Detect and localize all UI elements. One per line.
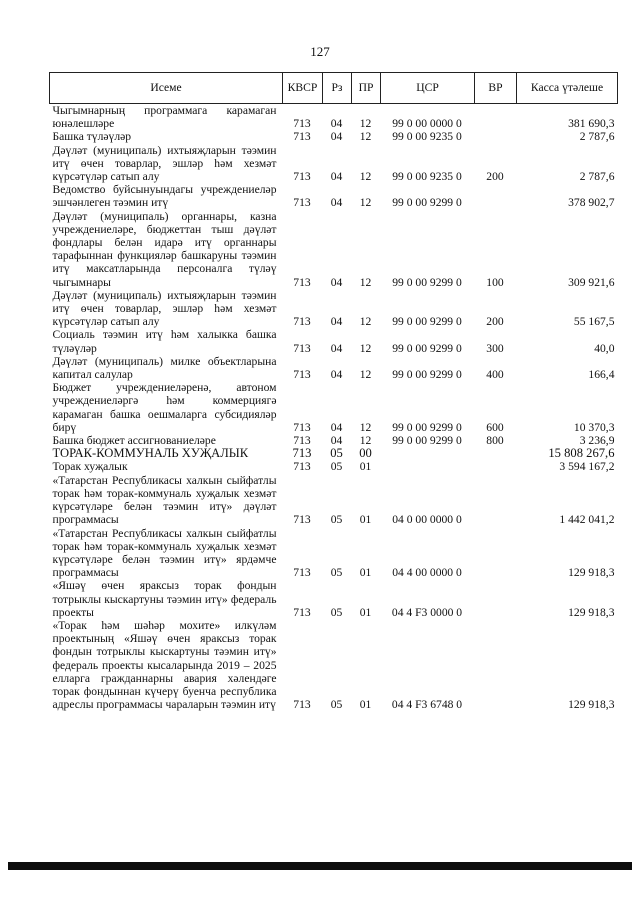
- row-pr: 12: [359, 275, 372, 289]
- row-vr: 200: [486, 170, 504, 184]
- row-csr: 99 0 00 9235 0: [392, 170, 462, 184]
- row-amount: 309 921,6: [568, 275, 615, 289]
- row-vr: 300: [486, 341, 504, 355]
- row-rz: 04: [330, 434, 343, 448]
- table-row: [50, 210, 618, 289]
- row-pr: 12: [359, 420, 372, 434]
- row-rz: 04: [330, 130, 343, 144]
- row-name: «Татарстан Республикасы халкын сыйфатлы торак һәм торак-коммуналь хуҗалык хезмәт күрсәтүләре белән тәэмин итү» дәүләт программасы: [52, 473, 277, 527]
- row-csr: 99 0 00 9299 0: [392, 341, 462, 355]
- row-csr: [381, 460, 475, 473]
- row-vr: [475, 183, 517, 209]
- row-kvsr: 713: [293, 566, 311, 580]
- table-row-section: [50, 447, 618, 460]
- row-amount: 378 902,7: [568, 196, 615, 210]
- row-kvsr: 713: [293, 460, 311, 474]
- row-name: Торак хуҗалык: [52, 460, 128, 474]
- row-csr: 99 0 00 9299 0: [392, 434, 462, 448]
- row-name: Башка түләүләр: [52, 130, 132, 144]
- row-name: Бюджет учреждениеләренә, автоном учреждениеләргә һәм коммерциягә карамаган башка оешмаларга субсидияләр бирү: [52, 381, 277, 434]
- row-pr: 12: [359, 368, 372, 382]
- table-row: [50, 130, 618, 143]
- row-kvsr: 713: [293, 130, 311, 144]
- row-rz: 04: [330, 170, 343, 184]
- row-csr: 99 0 00 9299 0: [392, 368, 462, 382]
- row-rz: 05: [330, 566, 343, 580]
- row-rz: 05: [330, 605, 343, 619]
- table-row: [50, 619, 618, 711]
- row-vr: 200: [486, 315, 504, 329]
- table-row: [50, 144, 618, 184]
- row-vr: 100: [486, 275, 504, 289]
- row-pr: 12: [359, 315, 372, 329]
- row-pr: 01: [359, 460, 372, 474]
- table-row: [50, 381, 618, 434]
- row-name: Социаль тәэмин итү һәм халыкка башка түләүләр: [52, 328, 277, 355]
- row-vr: [475, 527, 517, 580]
- row-name: ТОРАК-КОММУНАЛЬ ХУҖАЛЫК: [52, 447, 249, 461]
- row-kvsr: 713: [293, 315, 311, 329]
- row-csr: 04 0 00 0000 0: [392, 513, 462, 527]
- row-vr: [475, 447, 517, 460]
- row-vr: [475, 460, 517, 473]
- row-kvsr: 713: [293, 196, 311, 210]
- row-kvsr: 713: [292, 446, 312, 461]
- row-pr: 12: [359, 130, 372, 144]
- col-header-rz: Рз: [323, 73, 352, 104]
- col-header-kvsr: КВСР: [283, 73, 323, 104]
- row-csr: 04 4 F3 0000 0: [391, 605, 463, 619]
- row-amount: 129 918,3: [568, 698, 615, 712]
- row-kvsr: 713: [293, 170, 311, 184]
- scan-edge-bar: [8, 862, 632, 870]
- row-amount: 2 787,6: [579, 170, 615, 184]
- row-name: «Торак һәм шәһәр мохите» илкүләм проектының «Яшәү өчен яраксыз торак фондын тотрыклы кыскартуны тәэмин итү» федераль проекты кысаларында 2019 – 2025 елларга гражданнарны авария хәлендәге торак фондыннан күчерү буенча республика адреслы программасы чараларын тәэмин итү: [52, 618, 277, 712]
- row-pr: 00: [359, 446, 372, 461]
- col-header-pr: ПР: [352, 73, 381, 104]
- row-kvsr: 713: [293, 513, 311, 527]
- row-amount: 2 787,6: [579, 130, 615, 144]
- row-pr: 12: [359, 341, 372, 355]
- row-pr: 01: [359, 566, 372, 580]
- row-vr: 600: [486, 420, 504, 434]
- row-csr: [381, 447, 475, 460]
- row-name: Башка бюджет ассигнованиеләре: [52, 434, 216, 448]
- row-name: «Яшәү өчен яраксыз торак фондын тотрыклы кыскартуны тәэмин итү» федераль проекты: [52, 579, 277, 619]
- row-pr: 01: [359, 513, 372, 527]
- row-kvsr: 713: [293, 434, 311, 448]
- row-name: Ведомство буйсынуындагы учреждениеләр эшчәнлеген тәэмин итү: [52, 183, 277, 210]
- row-name: Дәүләт (муниципаль) ихтыяҗларын тәэмин итү өчен товарлар, эшләр һәм хезмәт күрсәтүләр сатып алу: [52, 143, 277, 184]
- col-header-name: Исеме: [50, 73, 283, 104]
- row-name: Дәүләт (муниципаль) органнары, казна учреждениеләре, бюджеттан тыш дәүләт фондлары белән идарә итү органнары тарафыннан функцияләр башкаруны тәэмин итү максатларында персоналга түләү чыгымнары: [52, 209, 277, 289]
- row-amount: 3 594 167,2: [559, 460, 615, 474]
- row-csr: 99 0 00 9299 0: [392, 315, 462, 329]
- row-vr: [475, 130, 517, 143]
- table-row: [50, 579, 618, 619]
- row-kvsr: 713: [293, 420, 311, 434]
- row-csr: 99 0 00 9299 0: [392, 196, 462, 210]
- row-kvsr: 713: [293, 368, 311, 382]
- row-csr: 99 0 00 9299 0: [392, 420, 462, 434]
- row-kvsr: 713: [293, 341, 311, 355]
- row-csr: 99 0 00 9235 0: [392, 130, 462, 144]
- row-kvsr: 713: [293, 698, 311, 712]
- row-name: Дәүләт (муниципаль) милке объектларына капитал салулар: [52, 354, 277, 382]
- table-row: [50, 355, 618, 381]
- table-row: [50, 474, 618, 527]
- table-row: [50, 460, 618, 473]
- row-rz: 04: [330, 368, 343, 382]
- row-rz: 04: [330, 196, 343, 210]
- row-amount: 129 918,3: [568, 605, 615, 619]
- row-pr: 12: [359, 117, 372, 131]
- row-amount: 15 808 267,6: [548, 446, 615, 461]
- row-rz: 04: [330, 275, 343, 289]
- row-amount: 3 236,9: [579, 434, 615, 448]
- row-csr: 04 4 00 0000 0: [392, 566, 462, 580]
- table-row: [50, 183, 618, 209]
- row-rz: 04: [330, 341, 343, 355]
- row-rz: 04: [330, 117, 343, 131]
- row-name: Чыгымнарның программага карамаган юнәлешләре: [52, 104, 277, 131]
- row-vr: 400: [486, 368, 504, 382]
- col-header-csr: ЦСР: [381, 73, 475, 104]
- row-kvsr: 713: [293, 117, 311, 131]
- table-row: [50, 289, 618, 329]
- row-vr: [475, 104, 517, 131]
- row-amount: 40,0: [594, 341, 615, 355]
- table-row: [50, 328, 618, 354]
- col-header-vr: ВР: [475, 73, 517, 104]
- row-vr: [475, 579, 517, 619]
- table-row: [50, 104, 618, 131]
- row-rz: 05: [330, 513, 343, 527]
- row-amount: 10 370,3: [573, 420, 615, 434]
- row-pr: 12: [359, 434, 372, 448]
- col-header-kassa: Касса үтәлеше: [517, 73, 618, 104]
- row-amount: 129 918,3: [568, 566, 615, 580]
- row-rz: 05: [330, 446, 343, 461]
- row-rz: 05: [330, 698, 343, 712]
- row-vr: 800: [486, 434, 504, 448]
- row-name: «Татарстан Республикасы халкын сыйфатлы торак һәм торак-коммуналь хуҗалык хезмәт күрсәтүләре белән тәэмин итү» ярдәмче программасы: [52, 526, 277, 580]
- row-amount: 55 167,5: [573, 315, 615, 329]
- table-row: [50, 527, 618, 580]
- row-pr: 01: [359, 698, 372, 712]
- row-pr: 12: [359, 196, 372, 210]
- row-csr: 04 4 F3 6748 0: [391, 698, 463, 712]
- row-amount: 166,4: [588, 368, 615, 382]
- row-vr: [475, 474, 517, 527]
- row-pr: 12: [359, 170, 372, 184]
- row-vr: [475, 619, 517, 711]
- row-name: Дәүләт (муниципаль) ихтыяҗларын тәэмин итү өчен товарлар, эшләр һәм хезмәт күрсәтүләр сатып алу: [52, 288, 277, 329]
- row-pr: 01: [359, 605, 372, 619]
- row-amount: 1 442 041,2: [559, 513, 615, 527]
- header-row: [50, 73, 618, 104]
- budget-table: [49, 72, 618, 711]
- row-csr: 99 0 00 9299 0: [392, 275, 462, 289]
- row-rz: 04: [330, 420, 343, 434]
- page-number: 127: [310, 44, 330, 59]
- row-kvsr: 713: [293, 605, 311, 619]
- row-rz: 05: [330, 460, 343, 474]
- row-kvsr: 713: [293, 275, 311, 289]
- row-amount: 381 690,3: [568, 117, 615, 131]
- row-csr: 99 0 00 0000 0: [392, 117, 462, 131]
- row-rz: 04: [330, 315, 343, 329]
